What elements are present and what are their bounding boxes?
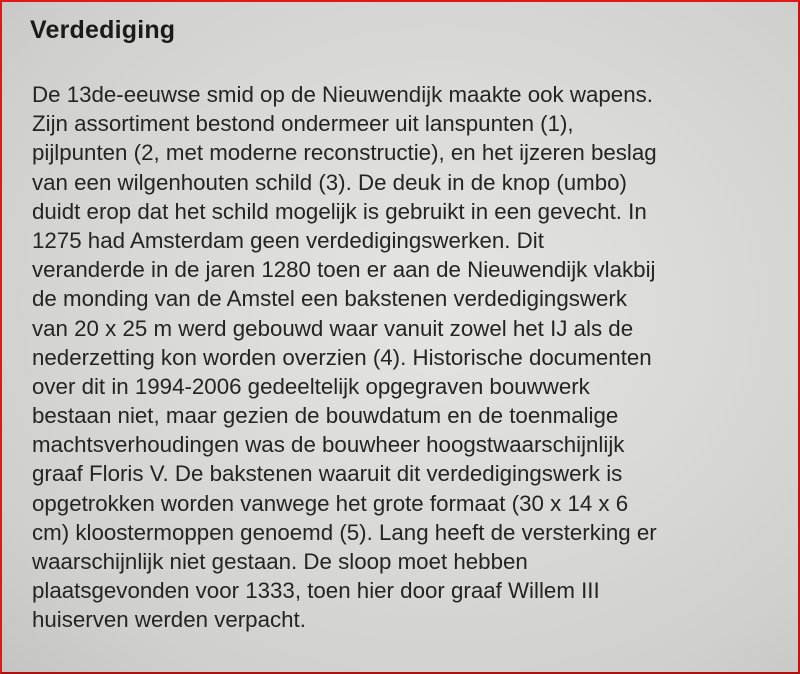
text-line: De 13de-eeuwse smid op de Nieuwendijk maakte ook wapens. [32,82,653,107]
text-line: machtsverhoudingen was de bouwheer hoogstwaarschijnlijk [32,432,625,458]
text-line: opgetrokken worden vanwege het grote formaat (30 x 14 x 6 [32,490,629,516]
panel-title: Verdediging [30,16,176,44]
text-line: cm) kloostermoppen genoemd (5). Lang heeft de versterking er [32,519,657,545]
text-line: van 20 x 25 m werd gebouwd waar vanuit zowel het IJ als de [32,315,634,341]
text-line: over dit in 1994-2006 gedeeltelijk opgegraven bouwwerk [32,373,590,399]
text-line: veranderde in de jaren 1280 toen er aan de Nieuwendijk vlakbij [32,257,656,283]
text-line: waarschijnlijk niet gestaan. De sloop moet hebben [32,549,528,574]
panel-text [32,80,657,635]
text-line: van een wilgenhouten schild (3). De deuk in de knop (umbo) [32,169,627,195]
text-line: bestaan niet, maar gezien de bouwdatum en de toenmalige [32,403,619,429]
text-line: huiserven werden verpacht. [32,607,306,633]
text-line: plaatsgevonden voor 1333, toen hier door graaf Willem III [32,578,600,604]
text-line: pijlpunten (2, met moderne reconstructie), en het ijzeren beslag [32,140,657,166]
text-line: de monding van de Amstel een bakstenen verdedigingswerk [32,286,627,312]
text-line: graaf Floris V. De bakstenen waaruit dit verdedigingswerk is [32,461,623,487]
text-line: 1275 had Amsterdam geen verdedigingswerken. Dit [32,227,544,253]
text-line: Zijn assortiment bestond ondermeer uit lanspunten (1), [32,111,574,137]
text-line: nederzetting kon worden overzien (4). Historische documenten [32,344,652,370]
text-line: duidt erop dat het schild mogelijk is gebruikt in een gevecht. In [32,198,647,224]
